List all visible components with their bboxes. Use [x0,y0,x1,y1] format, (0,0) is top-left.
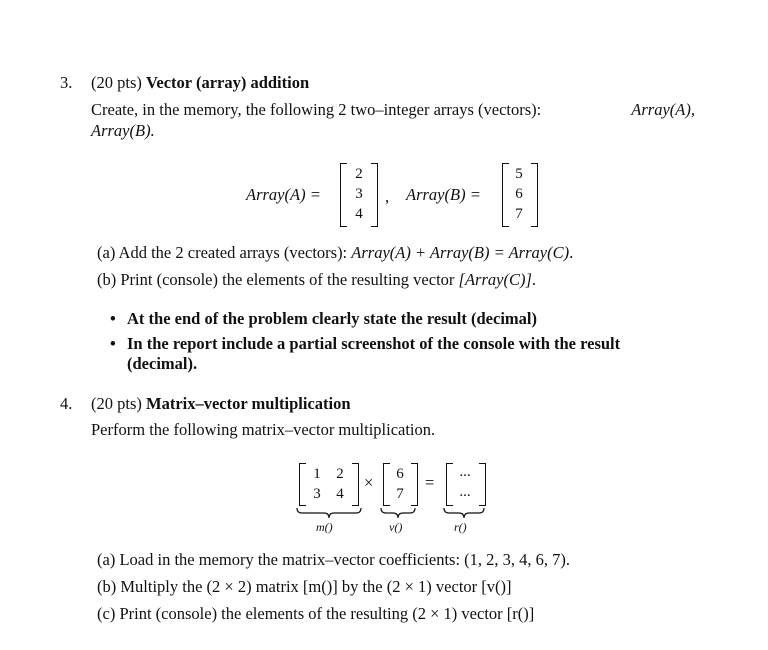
eq-label-B: Array(B) = [406,185,481,204]
part-label: (b) [97,577,117,596]
bullet-item: At the end of the problem clearly state the result (decimal) [127,309,537,328]
problem3-intro-arrayA: Array(A), [631,100,695,119]
part-text: Load in the memory the matrix–vector coefficients: (1, 2, 3, 4, 6, 7). [119,550,571,569]
part-label: (a) [97,243,116,262]
part-label: (b) [97,270,117,289]
bullet-item-continued: (decimal). [127,354,198,373]
vector-v-value: 6 [396,466,404,482]
part-text: Print (console) the elements of the resulting vector [120,270,455,289]
vector-r-value: ... [459,464,471,480]
problem4-title: Matrix–vector multiplication [146,394,351,413]
part-end: . [531,270,536,289]
vector-r-value: ... [459,484,471,500]
times-sign: × [364,473,374,492]
problem4-intro: Perform the following matrix–vector multiplication. [91,420,436,439]
vector-v-value: 7 [396,486,404,502]
part-label: (a) [97,550,116,569]
array-a-value: 2 [355,166,363,182]
eq-label-A: Array(A) = [246,185,321,204]
problem3-points: (20 pts) [91,73,142,92]
problem4-part-a [97,550,570,570]
label-m: m() [316,520,333,534]
part-label: (c) [97,604,116,623]
array-a-value: 4 [355,206,363,222]
array-b-value: 5 [515,166,523,182]
array-b-value: 6 [515,186,523,202]
label-r: r() [454,520,467,534]
part-text: Multiply the (2 × 2) matrix [m()] by the (2 × 1) vector [v()] [120,577,512,596]
problem4-number: 4. [60,394,73,413]
array-b-value: 7 [515,206,523,222]
part-math: Array(A) + Array(B) = Array(C) [351,243,570,262]
matrix-m-value: 4 [336,486,344,502]
problem3-intro-text: Create, in the memory, the following 2 two–integer arrays (vectors): [91,100,542,119]
label-v: v() [389,520,403,534]
equals-sign: = [425,473,435,492]
matrix-m-value: 2 [336,466,344,482]
problem3-number: 3. [60,73,73,92]
problem3-intro-arrayB: Array(B). [91,121,155,140]
problem4-points: (20 pts) [91,394,142,413]
problem4-part-b [97,577,512,597]
part-math: [Array(C)] [458,270,532,289]
matrix-m-value: 1 [313,466,321,482]
part-end: . [569,243,574,262]
matrix-m-value: 3 [313,486,321,502]
bullet-icon: • [110,334,116,353]
part-text: Add the 2 created arrays (vectors): [118,243,348,262]
array-a-value: 3 [355,186,363,202]
bullet-icon: • [110,309,116,328]
problem4-part-c [97,604,534,624]
eq-comma: , [385,187,390,206]
part-text: Print (console) the elements of the resulting (2 × 1) vector [r()] [119,604,535,623]
bullet-item: In the report include a partial screenshot of the console with the result [127,334,621,353]
problem3-title: Vector (array) addition [146,73,310,92]
